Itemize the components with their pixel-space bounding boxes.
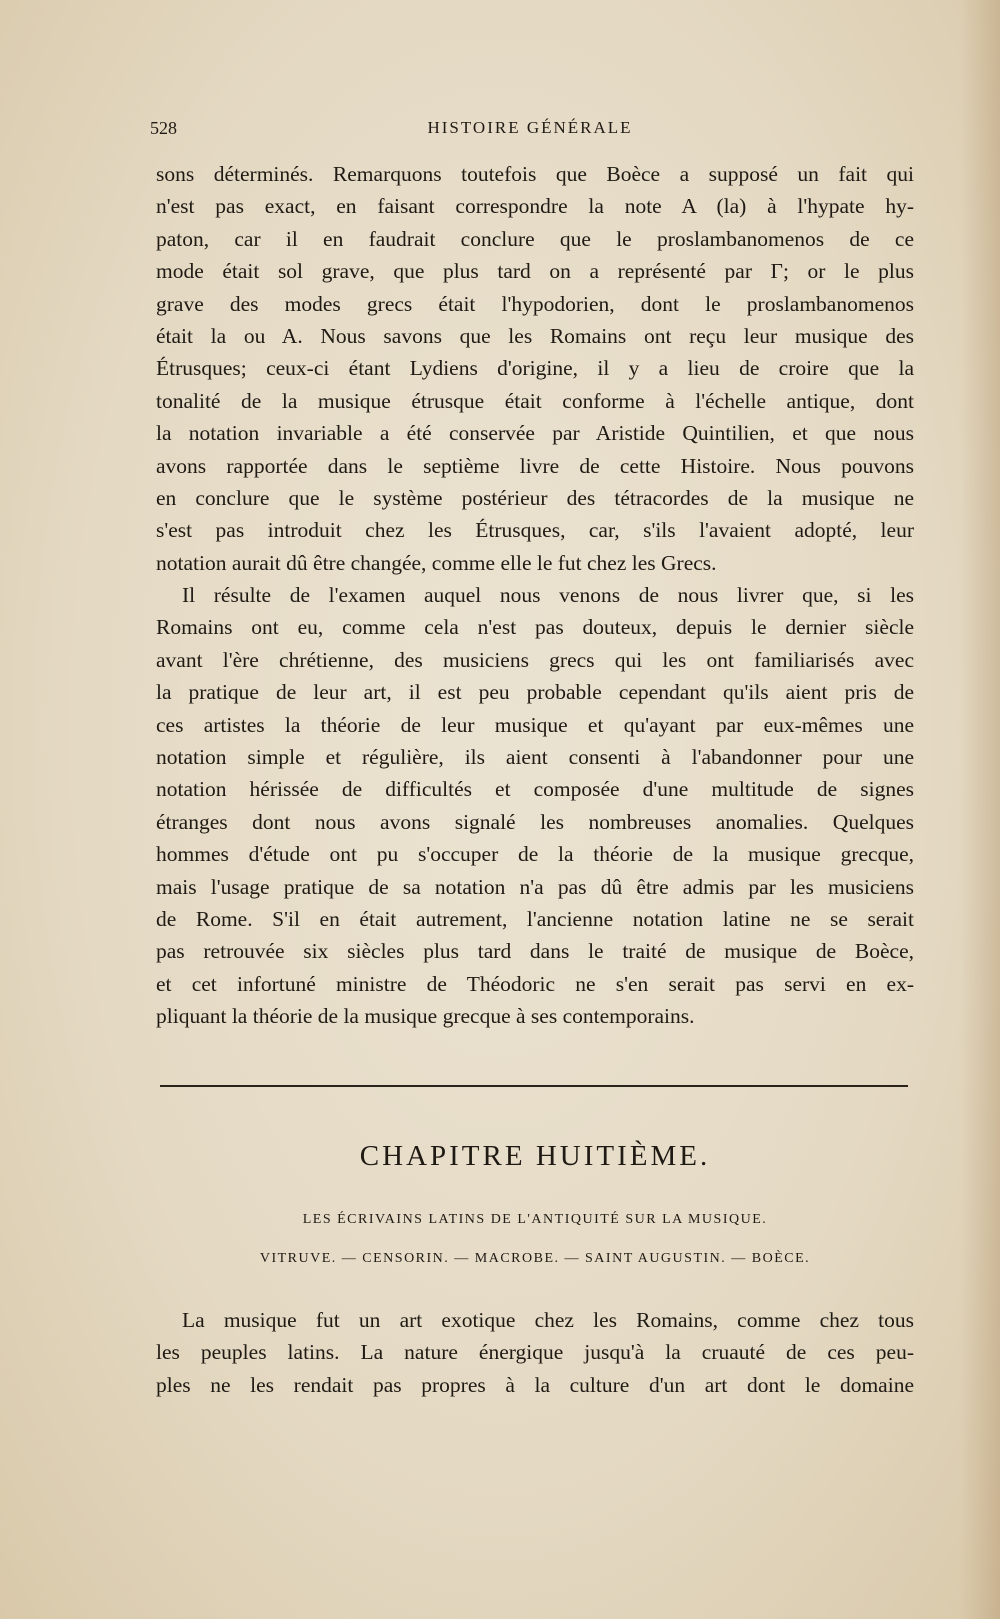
text-line: en conclure que le système postérieur des tétracordes de la musique ne	[156, 485, 914, 510]
text-line: ces artistes la théorie de leur musique et qu'ayant par eux-mêmes une	[156, 712, 914, 737]
text-line: Il résulte de l'examen auquel nous venons de nous livrer que, si les	[182, 583, 914, 608]
text-line: notation hérissée de difficultés et composée d'une multitude de signes	[156, 777, 914, 802]
text-line: la pratique de leur art, il est peu probable cependant qu'ils aient pris de	[156, 680, 914, 705]
chapter-title: CHAPITRE HUITIÈME.	[359, 1140, 711, 1172]
text-line: étranges dont nous avons signalé les nombreuses anomalies. Quelques	[156, 809, 914, 834]
body-text-lower	[156, 1304, 914, 1401]
page-number: 528	[150, 118, 177, 138]
text-line: s'est pas introduit chez les Étrusques, car, s'ils l'avaient adopté, leur	[156, 518, 914, 543]
text-line: mode était sol grave, que plus tard on a représenté par Γ; or le plus	[156, 259, 914, 284]
text-line: les peuples latins. La nature énergique jusqu'à la cruauté de ces peu-	[156, 1340, 914, 1365]
text-line: grave des modes grecs était l'hypodorien, dont le proslambanomenos	[156, 291, 914, 316]
text-line: ples ne les rendait pas propres à la culture d'un art dont le domaine	[156, 1372, 914, 1397]
section-divider	[160, 1085, 908, 1087]
body-text-upper	[156, 158, 914, 1033]
text-line: notation simple et régulière, ils aient consenti à l'abandonner pour une	[156, 745, 914, 770]
text-line: pliquant la théorie de la musique grecque à ses contemporains.	[156, 1004, 695, 1029]
page-header	[150, 118, 910, 148]
text-line: notation aurait dû être changée, comme elle le fut chez les Grecs.	[156, 550, 717, 575]
text-line: mais l'usage pratique de sa notation n'a pas dû être admis par les musiciens	[156, 874, 914, 899]
text-line: la notation invariable a été conservée par Aristide Quintilien, et que nous	[156, 421, 914, 446]
text-line: La musique fut un art exotique chez les Romains, comme chez tous	[182, 1308, 914, 1332]
text-line: tonalité de la musique étrusque était conforme à l'échelle antique, dont	[156, 388, 914, 413]
text-line: n'est pas exact, en faisant correspondre la note A (la) à l'hypate hy-	[156, 194, 914, 219]
text-line: était la ou A. Nous savons que les Romains ont reçu leur musique des	[156, 323, 914, 348]
text-line: de Rome. S'il en était autrement, l'ancienne notation latine ne se serait	[156, 906, 914, 931]
text-line: paton, car il en faudrait conclure que le proslambanomenos de ce	[156, 226, 914, 251]
running-title: HISTOIRE GÉNÉRALE	[427, 118, 633, 137]
text-line: Romains ont eu, comme cela n'est pas douteux, depuis le dernier siècle	[156, 615, 914, 640]
text-line: avant l'ère chrétienne, des musiciens grecs qui les ont familiarisés avec	[156, 647, 914, 672]
text-line: et cet infortuné ministre de Théodoric ne s'en serait pas servi en ex-	[156, 971, 914, 996]
text-line: pas retrouvée six siècles plus tard dans le traité de musique de Boèce,	[156, 939, 914, 964]
text-line: sons déterminés. Remarquons toutefois que Boèce a supposé un fait qui	[156, 162, 914, 186]
text-line: avons rapportée dans le septième livre de cette Histoire. Nous pouvons	[156, 453, 914, 478]
chapter-topics: VITRUVE. — CENSORIN. — MACROBE. — SAINT AUGUSTIN. — BOÈCE.	[259, 1251, 811, 1266]
text-line: hommes d'étude ont pu s'occuper de la théorie de la musique grecque,	[156, 842, 914, 867]
chapter-subtitle: LES ÉCRIVAINS LATINS DE L'ANTIQUITÉ SUR LA MUSIQUE.	[302, 1212, 768, 1227]
text-line: Étrusques; ceux-ci étant Lydiens d'origine, il y a lieu de croire que la	[156, 356, 914, 381]
